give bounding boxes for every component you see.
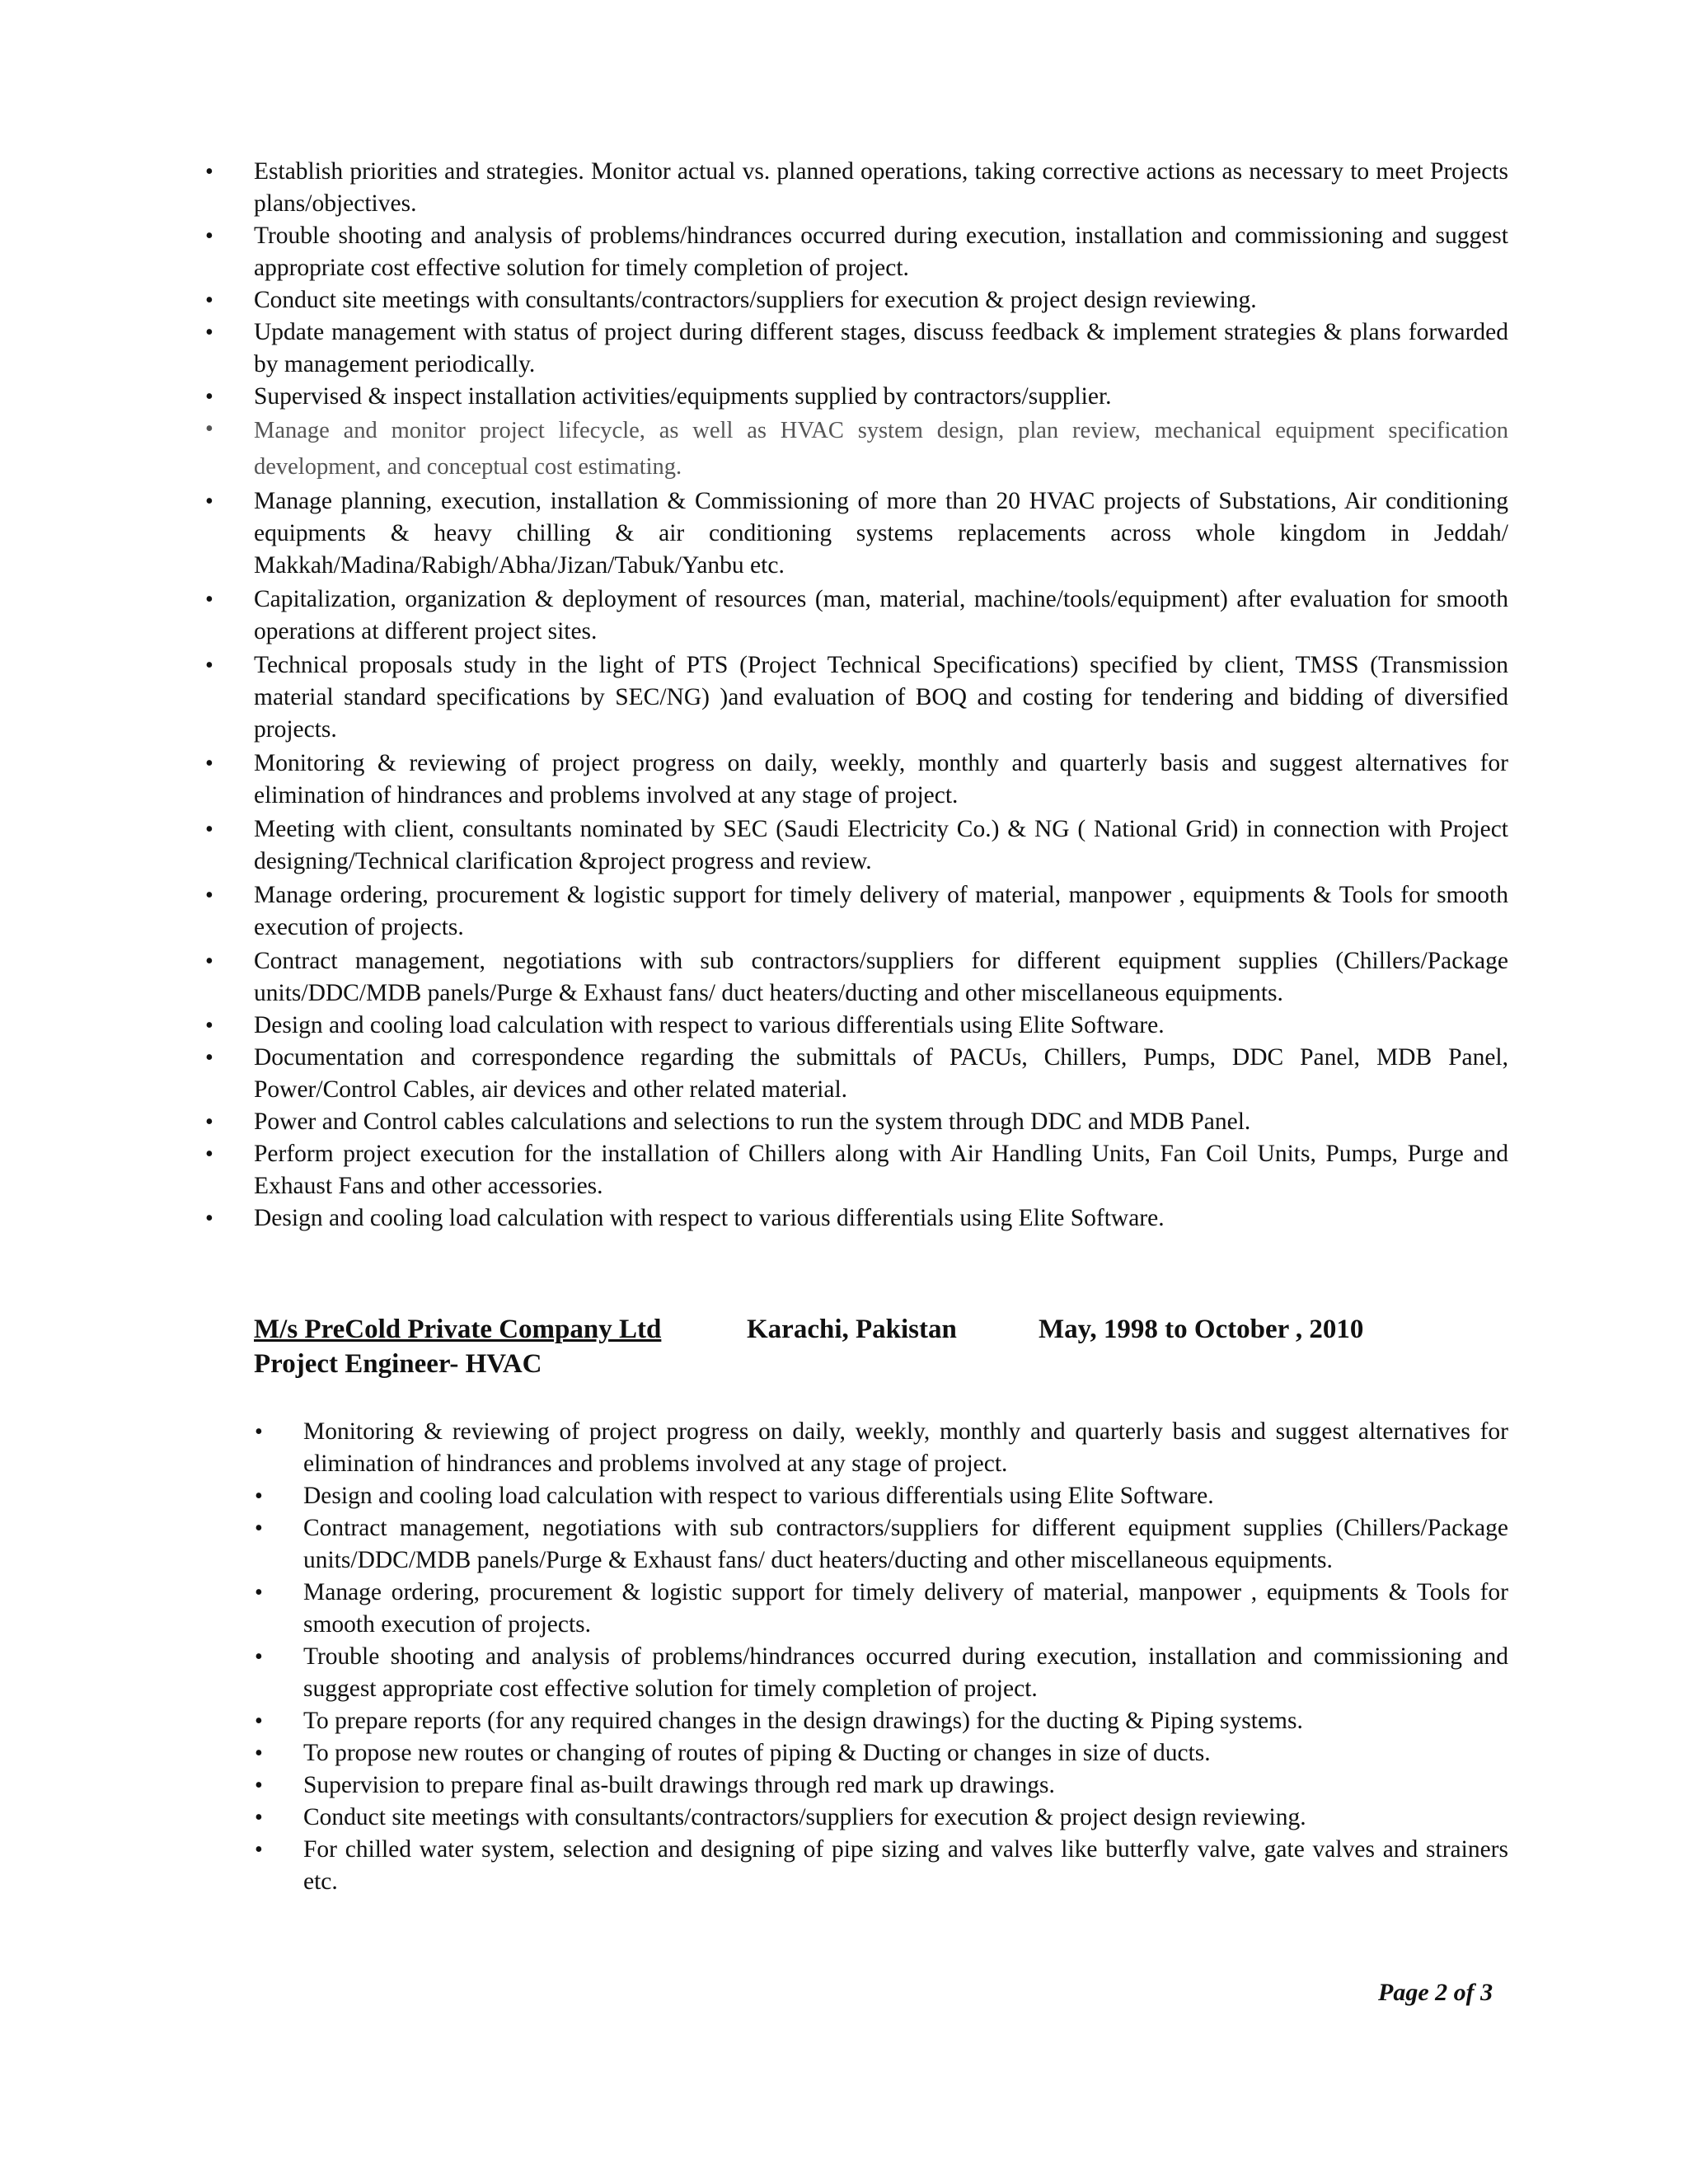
list-item: • Power and Control cables calculations and selections to run the system through DDC and MDB Panel. xyxy=(254,1106,1508,1138)
list-item: • To prepare reports (for any required changes in the design drawings) for the ducting & Piping systems. xyxy=(303,1705,1508,1737)
list-item: • Supervision to prepare final as-built drawings through red mark up drawings. xyxy=(303,1769,1508,1802)
list-item: • Manage ordering, procurement & logistic support for timely delivery of material, manpower , equipments & Tools for smooth execution of projects. xyxy=(303,1577,1508,1641)
bullet-icon: • xyxy=(205,587,213,612)
list-item: • Contract management, negotiations with sub contractors/suppliers for different equipment supplies (Chillers/Package units/DDC/MDB panels/Purge & Exhaust fans/ duct heaters/ducting and other miscellaneous equipments. xyxy=(254,945,1508,1010)
job-title: Project Engineer- HVAC xyxy=(254,1349,542,1379)
list-item: • Monitoring & reviewing of project progress on daily, weekly, monthly and quarterly basis and suggest alternatives for elimination of hindrances and problems involved at any stage of project. xyxy=(254,748,1508,812)
list-item: • Design and cooling load calculation with respect to various differentials using Elite Software. xyxy=(303,1480,1508,1512)
bullet-icon: • xyxy=(205,1045,213,1071)
list-item: • To propose new routes or changing of routes of piping & Ducting or changes in size of ducts. xyxy=(303,1737,1508,1769)
list-item: • Manage ordering, procurement & logistic support for timely delivery of material, manpower , equipments & Tools for smooth execution of projects. xyxy=(254,879,1508,944)
employment-dates: May, 1998 to October , 2010 xyxy=(1039,1315,1364,1344)
list-item: • Perform project execution for the installation of Chillers along with Air Handling Units, Fan Coil Units, Pumps, Purge and Exhaust Fans and other accessories. xyxy=(254,1138,1508,1202)
bullet-icon: • xyxy=(205,288,213,313)
bullet-icon: • xyxy=(205,159,213,185)
list-item: • Technical proposals study in the light of PTS (Project Technical Specifications) specified by client, TMSS (Transmission material standard specifications by SEC/NG) )and evaluation of BOQ and costing for tendering and bidding of diversified projects. xyxy=(254,649,1508,746)
list-item: • Capitalization, organization & deployment of resources (man, material, machine/tools/equipment) after evaluation for smooth operations at different project sites. xyxy=(254,583,1508,648)
responsibilities-list-2 xyxy=(255,1416,1508,1898)
list-item: • Update management with status of project during different stages, discuss feedback & implement strategies & plans forwarded by management periodically. xyxy=(254,316,1508,381)
bullet-icon: • xyxy=(205,751,213,776)
bullet-icon: • xyxy=(255,1644,263,1670)
bullet-icon: • xyxy=(205,1141,213,1167)
employer-heading xyxy=(254,1312,1364,1347)
company-name: M/s PreCold Private Company Ltd xyxy=(254,1315,662,1344)
bullet-icon: • xyxy=(205,949,213,974)
bullet-icon: • xyxy=(205,320,213,345)
list-item: • Trouble shooting and analysis of problems/hindrances occurred during execution, installation and commissioning and suggest appropriate cost effective solution for timely completion of project. xyxy=(254,220,1508,284)
bullet-icon: • xyxy=(255,1741,263,1766)
list-item: • Design and cooling load calculation with respect to various differentials using Elite Software. xyxy=(254,1010,1508,1042)
bullet-icon: • xyxy=(255,1580,263,1605)
list-item: • Monitoring & reviewing of project progress on daily, weekly, monthly and quarterly basis and suggest alternatives for elimination of hindrances and problems involved at any stage of project. xyxy=(303,1416,1508,1480)
list-item: • Conduct site meetings with consultants/contractors/suppliers for execution & project design reviewing. xyxy=(254,284,1508,316)
list-item: • Conduct site meetings with consultants/contractors/suppliers for execution & project design reviewing. xyxy=(303,1802,1508,1834)
company-location: Karachi, Pakistan xyxy=(747,1315,957,1344)
list-item: • Meeting with client, consultants nominated by SEC (Saudi Electricity Co.) & NG ( National Grid) in connection with Project designing/Technical clarification &project progress and review. xyxy=(254,813,1508,878)
bullet-icon: • xyxy=(205,817,213,842)
bullet-icon: • xyxy=(205,223,213,249)
list-item: • Documentation and correspondence regarding the submittals of PACUs, Chillers, Pumps, DDC Panel, MDB Panel, Power/Control Cables, air devices and other related material. xyxy=(254,1042,1508,1106)
bullet-icon: • xyxy=(205,384,213,410)
bullet-icon: • xyxy=(205,653,213,678)
bullet-icon: • xyxy=(255,1516,263,1541)
list-item: • Manage and monitor project lifecycle, as well as HVAC system design, plan review, mechanical equipment specification development, and conceptual cost estimating. xyxy=(254,413,1508,485)
page-number: Page 2 of 3 xyxy=(1378,1979,1493,2006)
bullet-icon: • xyxy=(255,1419,263,1445)
bullet-icon: • xyxy=(205,1206,213,1231)
bullet-icon: • xyxy=(205,416,213,442)
list-item: • Supervised & inspect installation activities/equipments supplied by contractors/supplier. xyxy=(254,381,1508,413)
bullet-icon: • xyxy=(205,883,213,908)
list-item: • Establish priorities and strategies. Monitor actual vs. planned operations, taking corrective actions as necessary to meet Projects plans/objectives. xyxy=(254,156,1508,220)
list-item: • Design and cooling load calculation with respect to various differentials using Elite Software. xyxy=(254,1202,1508,1235)
bullet-icon: • xyxy=(255,1708,263,1734)
list-item: • Contract management, negotiations with sub contractors/suppliers for different equipment supplies (Chillers/Package units/DDC/MDB panels/Purge & Exhaust fans/ duct heaters/ducting and other miscellaneous equipments. xyxy=(303,1512,1508,1577)
bullet-icon: • xyxy=(205,1109,213,1135)
bullet-icon: • xyxy=(255,1805,263,1830)
responsibilities-list-1 xyxy=(205,156,1508,1235)
bullet-icon: • xyxy=(205,489,213,514)
bullet-icon: • xyxy=(255,1837,263,1863)
bullet-icon: • xyxy=(255,1773,263,1798)
list-item: • For chilled water system, selection and designing of pipe sizing and valves like butterfly valve, gate valves and strainers etc. xyxy=(303,1834,1508,1898)
list-item: • Trouble shooting and analysis of problems/hindrances occurred during execution, installation and commissioning and suggest appropriate cost effective solution for timely completion of project. xyxy=(303,1641,1508,1705)
list-item: • Manage planning, execution, installation & Commissioning of more than 20 HVAC projects of Substations, Air conditioning equipments & heavy chilling & air conditioning systems replacements across whole kingdom in Jeddah/ Makkah/Madina/Rabigh/Abha/Jizan/Tabuk/Yanbu etc. xyxy=(254,485,1508,582)
bullet-icon: • xyxy=(205,1013,213,1038)
bullet-icon: • xyxy=(255,1483,263,1509)
